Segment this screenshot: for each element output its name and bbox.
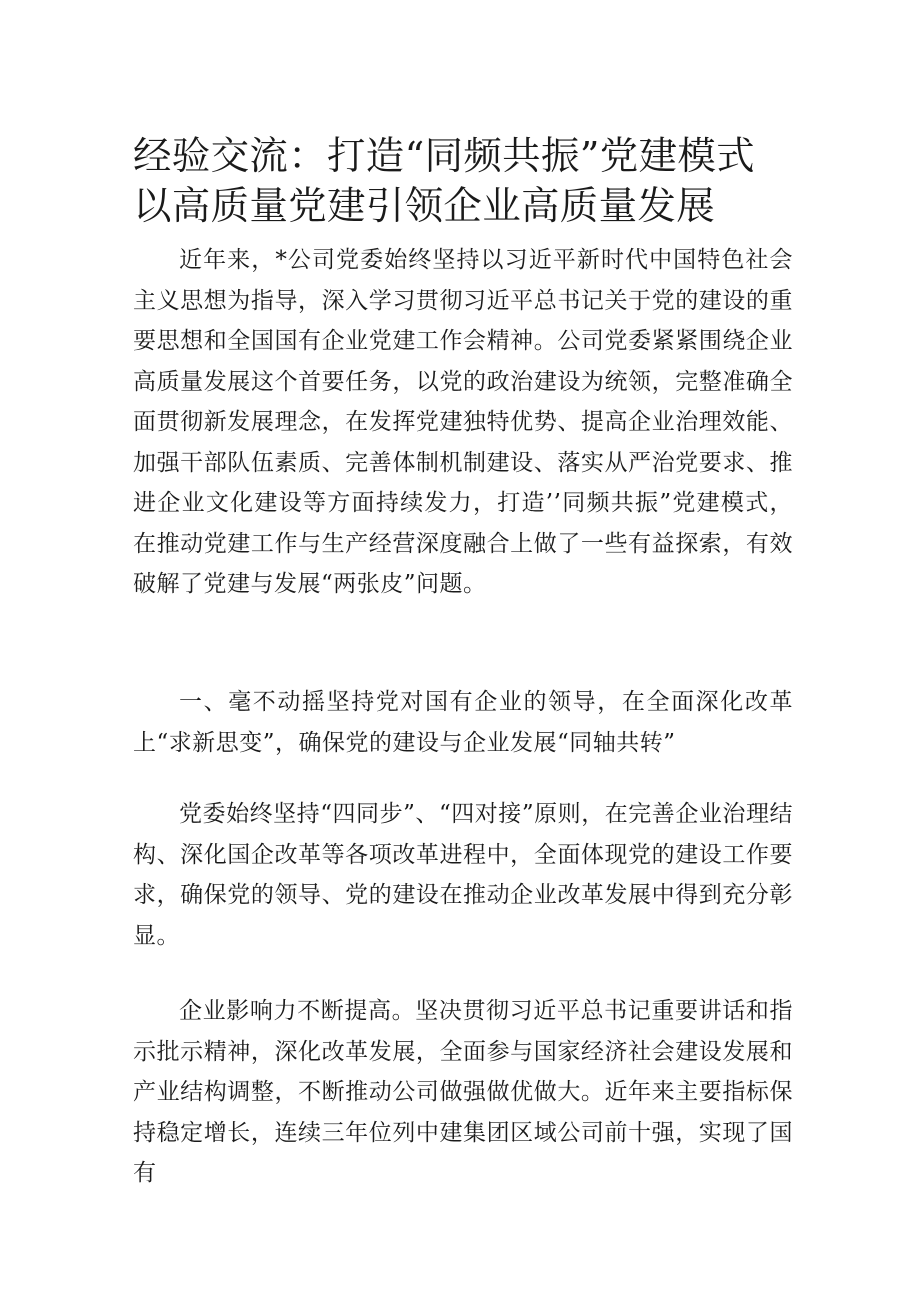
paragraph-intro: 近年来，*公司党委始终坚持以习近平新时代中国特色社会主义思想为指导，深入学习贯彻习近平总书记关于党的建设的重要思想和全国国有企业党建工作会精神。公司党委紧紧围绕企业高质量发展这个首要任务，以党的政治建设为统领，完整准确全面贯彻新发展理念，在发挥党建独特优势、提高企业治理效能、加强干部队伍素质、完善体制机制建设、落实从严治党要求、推进企业文化建设等方面持续发力，打造’’同频共振”党建模式，在推动党建工作与生产经营深度融合上做了一些有益探索，有效破解了党建与发展“两张皮”问题。 bbox=[133, 247, 793, 597]
document-page bbox=[133, 0, 793, 1301]
section-heading-1: 一、毫不动摇坚持党对国有企业的领导，在全面深化改革上“求新思变”，确保党的建设与企业发展“同轴共转” bbox=[133, 689, 793, 756]
document-title: 经验交流：打造“同频共振”党建模式以高质量党建引领企业高质量发展 bbox=[133, 134, 755, 229]
paragraph-section-1: 党委始终坚持“四同步”、“四对接”原则，在完善企业治理结构、深化国企改革等各项改革进程中，全面体现党的建设工作要求，确保党的领导、党的建设在推动企业改革发展中得到充分彰显。 bbox=[133, 801, 793, 949]
paragraph-influence: 企业影响力不断提高。坚决贯彻习近平总书记重要讲话和指示批示精神，深化改革发展，全面参与国家经济社会建设发展和产业结构调整，不断推动公司做强做优做大。近年来主要指标保持稳定增长，连续三年位列中建集团区域公司前十强，实现了国有 bbox=[133, 998, 793, 1186]
